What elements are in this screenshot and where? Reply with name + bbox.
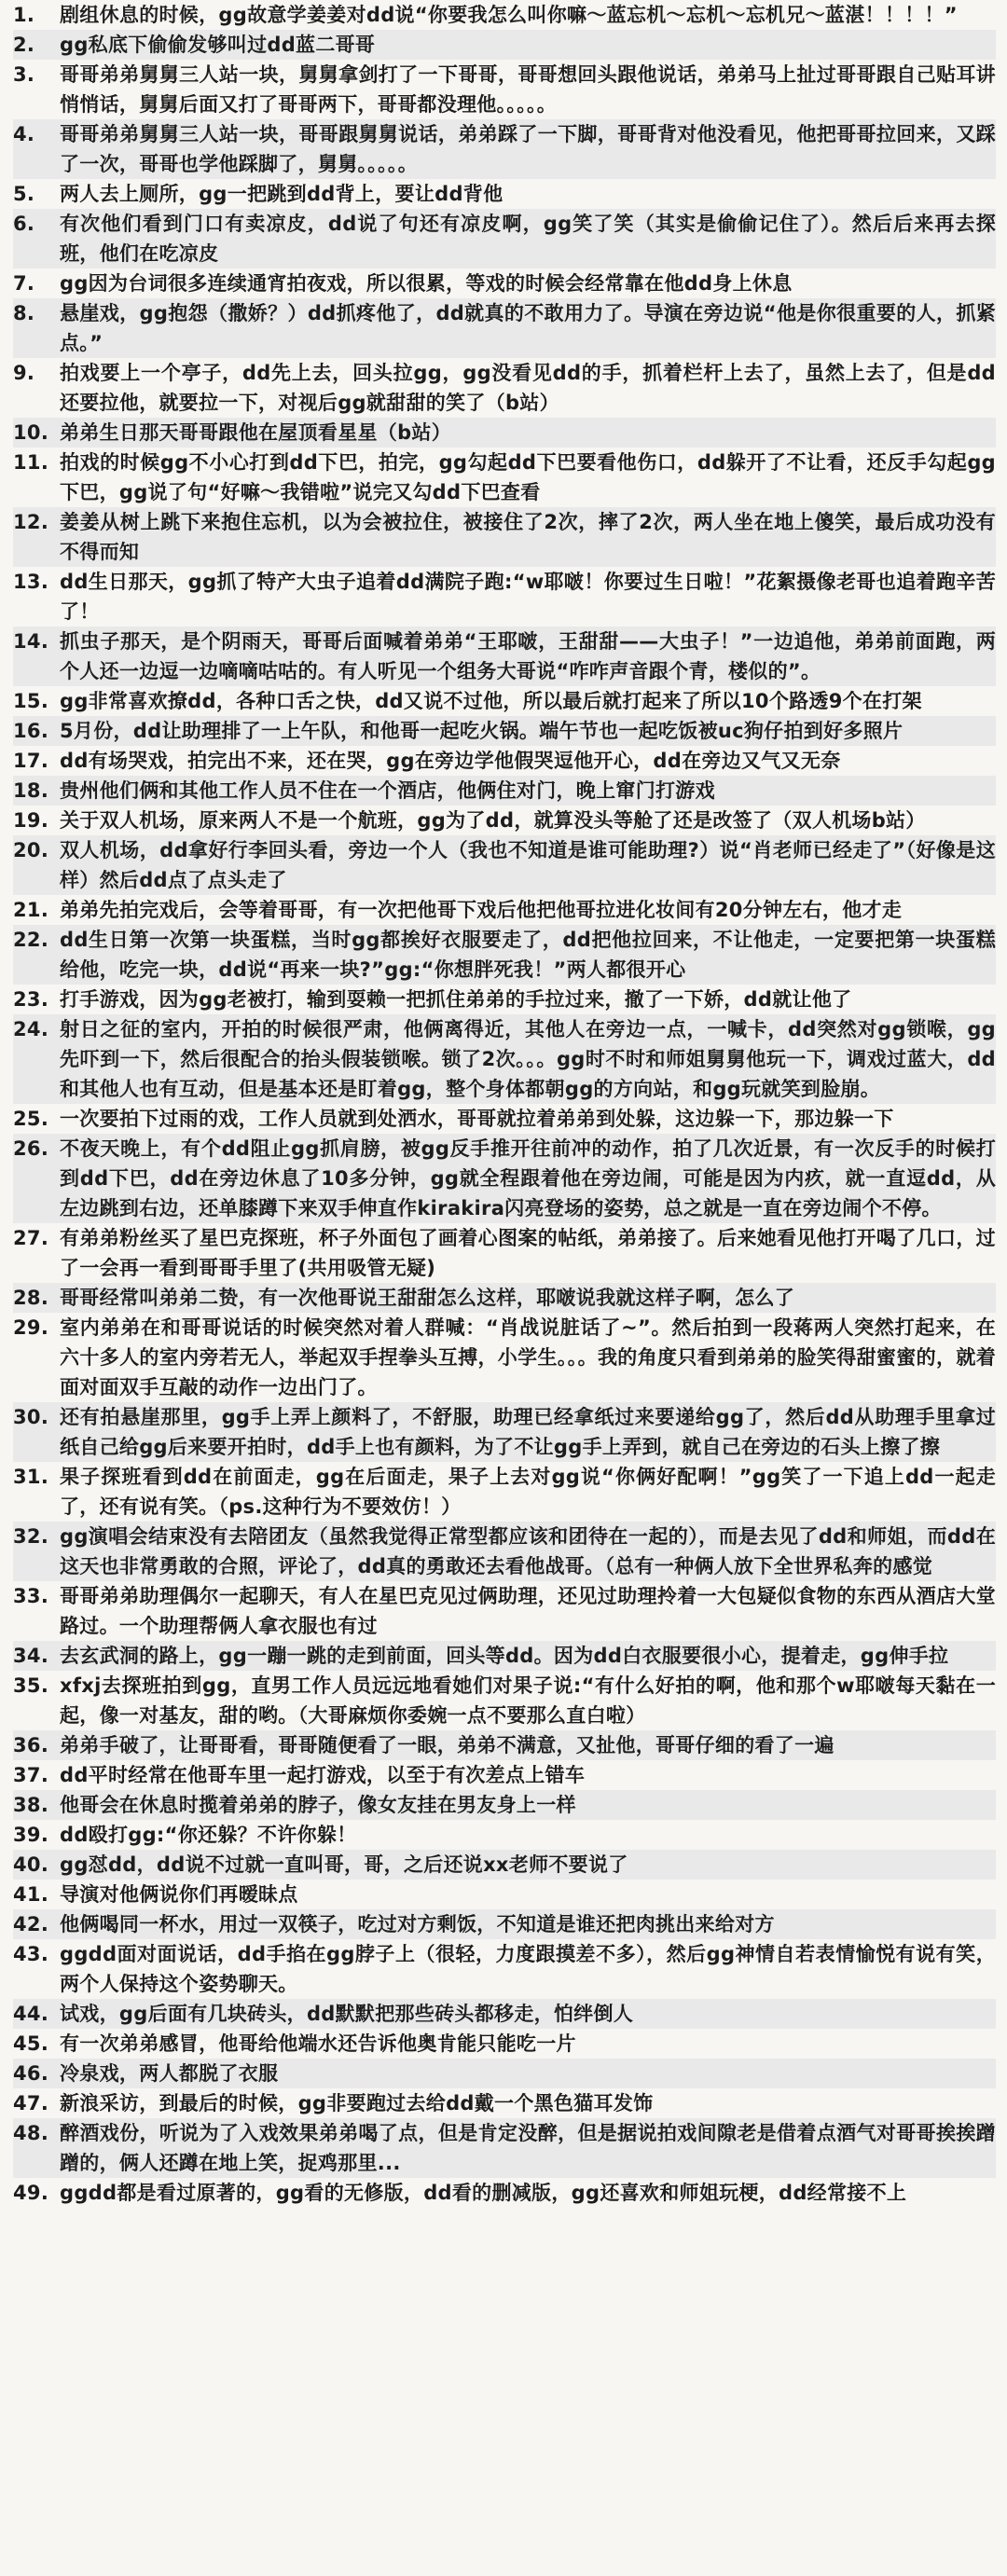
- list-item: [13, 1581, 996, 1641]
- item-text: 打手游戏，因为gg老被打，输到耍赖一把抓住弟弟的手拉过来，撤了一下娇，dd就让他了: [60, 988, 852, 1011]
- item-text: 5月份，dd让助理排了一上午队，和他哥一起吃火锅。端午节也一起吃饭被uc狗仔拍到好多照片: [60, 720, 904, 742]
- item-text: 姜姜从树上跳下来抱住忘机，以为会被拉住，被接住了2次，摔了2次，两人坐在地上傻笑，最后成功没有不得而知: [60, 511, 996, 563]
- item-number: 8.: [13, 302, 35, 324]
- item-text: gg因为台词很多连续通宵拍夜戏，所以很累，等戏的时候会经常靠在他dd身上休息: [60, 272, 793, 295]
- list-item: [13, 2059, 996, 2088]
- item-text: 弟弟先拍完戏后，会等着哥哥，有一次把他哥下戏后他把他哥拉进化妆间有20分钟左右，他才走: [60, 899, 903, 921]
- item-number: 16.: [13, 720, 49, 742]
- item-number: 25.: [13, 1108, 49, 1130]
- item-text: gg演唱会结束没有去陪团友（虽然我觉得正常型都应该和团待在一起的），而是去见了dd和师姐，而dd在这天也非常勇敢的合照，评论了，dd真的勇敢还去看他战哥。（总有一种俩人放下全世界私奔的感觉: [60, 1525, 996, 1577]
- item-number: 10.: [13, 421, 49, 444]
- list-item: [13, 507, 996, 567]
- item-text: ggdd都是看过原著的，gg看的无修版，dd看的删减版，gg还喜欢和师姐玩梗，dd经常接不上: [60, 2182, 907, 2204]
- item-number: 20.: [13, 839, 49, 861]
- list-item: [13, 2118, 996, 2178]
- list-item: [13, 179, 996, 209]
- list-item: [13, 1999, 996, 2029]
- item-text: xfxj去探班拍到gg，直男工作人员远远地看她们对果子说:“有什么好拍的啊，他和那个w耶啵每天黏在一起，像一对基友，甜的哟。（大哥麻烦你委婉一点不要那么直白啦）: [60, 1674, 996, 1727]
- item-text: 还有拍悬崖那里，gg手上弄上颜料了，不舒服，助理已经拿纸过来要递给gg了，然后dd从助理手里拿过纸自己给gg后来要开拍时，dd手上也有颜料，为了不让gg手上弄到，就自己在旁边的石头上擦了擦: [60, 1406, 996, 1458]
- list-item: [13, 1820, 996, 1850]
- list-item: [13, 746, 996, 776]
- list-item: [13, 1880, 996, 1909]
- list-item: [13, 1641, 996, 1671]
- item-number: 32.: [13, 1525, 49, 1548]
- list-item: [13, 1760, 996, 1790]
- item-text: gg非常喜欢撩dd，各种口舌之快，dd又说不过他，所以最后就打起来了所以10个路透9个在打架: [60, 690, 922, 712]
- list-item: [13, 1671, 996, 1730]
- list-item: [13, 2029, 996, 2059]
- list-item: [13, 1283, 996, 1313]
- item-text: dd生日第一次第一块蛋糕，当时gg都挨好衣服要走了，dd把他拉回来，不让他走，一定要把第一块蛋糕给他，吃完一块，dd说“再来一块?”gg:“你想胖死我！”两人都很开心: [60, 929, 996, 981]
- item-text: 一次要拍下过雨的戏，工作人员就到处洒水，哥哥就拉着弟弟到处躲，这边躲一下，那边躲一下: [60, 1108, 894, 1130]
- list-item: [13, 567, 996, 627]
- item-text: 拍戏要上一个亭子，dd先上去，回头拉gg，gg没看见dd的手，抓着栏杆上去了，虽然上去了，但是dd还要拉他，就要拉一下，对视后gg就甜甜的笑了（b站）: [60, 362, 996, 414]
- item-text: 有弟弟粉丝买了星巴克探班，杯子外面包了画着心图案的帖纸，弟弟接了。后来她看见他打开喝了几口，过了一会再一看到哥哥手里了(共用吸管无疑): [60, 1227, 996, 1279]
- list-item: [13, 1909, 996, 1939]
- list-item: [13, 776, 996, 806]
- list-item: [13, 30, 996, 60]
- list-item: [13, 1134, 996, 1223]
- list-item: [13, 269, 996, 298]
- item-number: 22.: [13, 929, 49, 951]
- item-text: 哥哥经常叫弟弟二贽，有一次他哥说王甜甜怎么这样，耶啵说我就这样子啊，怎么了: [60, 1287, 795, 1309]
- item-text: 有次他们看到门口有卖凉皮，dd说了句还有凉皮啊，gg笑了笑（其实是偷偷记住了）。然后后来再去探班，他们在吃凉皮: [60, 213, 996, 265]
- list-item: [13, 1850, 996, 1880]
- item-text: 剧组休息的时候，gg故意学姜姜对dd说“你要我怎么叫你嘛～蓝忘机～忘机～忘机兄～蓝湛！！！！”: [60, 4, 958, 26]
- item-number: 36.: [13, 1734, 49, 1756]
- list-item: [13, 925, 996, 985]
- item-number: 26.: [13, 1137, 49, 1160]
- item-text: 哥哥弟弟舅舅三人站一块，舅舅拿剑打了一下哥哥，哥哥想回头跟他说话，弟弟马上扯过哥哥跟自己贴耳讲悄悄话，舅舅后面又打了哥哥两下，哥哥都没理他。。。。。: [60, 63, 996, 116]
- item-text: 试戏，gg后面有几块砖头，dd默默把那些砖头都移走，怕绊倒人: [60, 2003, 634, 2025]
- item-number: 18.: [13, 779, 49, 802]
- list-item: [13, 448, 996, 507]
- item-number: 2.: [13, 34, 35, 56]
- item-number: 31.: [13, 1466, 49, 1488]
- item-number: 12.: [13, 511, 49, 533]
- item-text: 关于双人机场，原来两人不是一个航班，gg为了dd，就算没头等舱了还是改签了（双人机场b站）: [60, 809, 926, 832]
- item-text: 射日之征的室内，开拍的时候很严肃，他俩离得近，其他人在旁边一点，一喊卡，dd突然对gg锁喉，gg先吓到一下，然后很配合的抬头假装锁喉。锁了2次。。。gg时不时和师姐舅舅他玩一下，调戏过蓝大，dd和其他人也有互动，但是基本还是盯着gg，整个身体都朝gg的方向站，和gg玩就笑到脸崩。: [60, 1018, 996, 1100]
- item-number: 48.: [13, 2122, 49, 2144]
- item-number: 39.: [13, 1824, 49, 1846]
- item-number: 33.: [13, 1585, 49, 1607]
- item-text: 弟弟生日那天哥哥跟他在屋顶看星星（b站）: [60, 421, 452, 444]
- list-item: [13, 1313, 996, 1402]
- item-number: 23.: [13, 988, 49, 1011]
- item-number: 42.: [13, 1913, 49, 1935]
- item-number: 5.: [13, 183, 35, 205]
- item-number: 17.: [13, 750, 49, 772]
- item-text: dd平时经常在他哥车里一起打游戏，以至于有次差点上错车: [60, 1764, 586, 1786]
- item-number: 13.: [13, 571, 49, 593]
- item-text: 双人机场，dd拿好行李回头看，旁边一个人（我也不知道是谁可能助理?）说“肖老师已经走了”（好像是这样）然后dd点了点头走了: [60, 839, 996, 891]
- list-item: [13, 119, 996, 179]
- item-number: 11.: [13, 451, 49, 474]
- list-item: [13, 1223, 996, 1283]
- item-text: gg怼dd，dd说不过就一直叫哥，哥，之后还说xx老师不要说了: [60, 1853, 628, 1876]
- item-number: 28.: [13, 1287, 49, 1309]
- list-item: [13, 209, 996, 269]
- item-number: 19.: [13, 809, 49, 832]
- item-text: dd有场哭戏，拍完出不来，还在哭，gg在旁边学他假哭逗他开心，dd在旁边又气又无奈: [60, 750, 841, 772]
- list-item: [13, 60, 996, 119]
- item-number: 43.: [13, 1943, 49, 1965]
- item-number: 47.: [13, 2092, 49, 2115]
- item-number: 38.: [13, 1794, 49, 1816]
- item-text: 醉酒戏份，听说为了入戏效果弟弟喝了点，但是肯定没醉，但是据说拍戏间隙老是借着点酒气对哥哥挨挨蹭蹭的，俩人还蹲在地上笑，捉鸡那里...: [60, 2122, 996, 2174]
- item-text: 哥哥弟弟舅舅三人站一块，哥哥跟舅舅说话，弟弟踩了一下脚，哥哥背对他没看见，他把哥哥拉回来，又踩了一次，哥哥也学他踩脚了，舅舅。。。。。: [60, 123, 996, 175]
- item-number: 27.: [13, 1227, 49, 1249]
- list-item: [13, 358, 996, 418]
- item-text: 拍戏的时候gg不小心打到dd下巴，拍完，gg勾起dd下巴要看他伤口，dd躲开了不让看，还反手勾起gg下巴，gg说了句“好嘛～我错啦”说完又勾dd下巴查看: [60, 451, 996, 503]
- item-text: ggdd面对面说话，dd手掐在gg脖子上（很轻，力度跟摸差不多），然后gg神情自若表情愉悦有说有笑，两个人保持这个姿势聊天。: [60, 1943, 996, 1995]
- list-item: [13, 1939, 996, 1999]
- item-text: 导演对他俩说你们再暧昧点: [60, 1883, 298, 1906]
- list-item: [13, 1790, 996, 1820]
- list-item: [13, 2178, 996, 2208]
- item-number: 3.: [13, 63, 35, 86]
- item-text: 贵州他们俩和其他工作人员不住在一个酒店，他俩住对门，晚上窜门打游戏: [60, 779, 715, 802]
- item-number: 4.: [13, 123, 35, 145]
- item-text: 新浪采访，到最后的时候，gg非要跑过去给dd戴一个黑色猫耳发饰: [60, 2092, 654, 2115]
- item-text: dd生日那天，gg抓了特产大虫子追着dd满院子跑:“w耶啵！你要过生日啦！”花絮摄像老哥也追着跑辛苦了！: [60, 571, 996, 623]
- item-text: 去玄武洞的路上，gg一蹦一跳的走到前面，回头等dd。因为dd白衣服要很小心，提着走，gg伸手拉: [60, 1645, 949, 1667]
- list-item: [13, 716, 996, 746]
- list-item: [13, 627, 996, 686]
- item-number: 46.: [13, 2062, 49, 2085]
- item-text: 冷泉戏，两人都脱了衣服: [60, 2062, 279, 2085]
- item-text: 抓虫子那天，是个阴雨天，哥哥后面喊着弟弟“王耶啵，王甜甜——大虫子！”一边追他，弟弟前面跑，两个人还一边逗一边嘀嘀咕咕的。有人听见一个组务大哥说“咋咋声音跟个青，楼似的”。: [60, 630, 996, 682]
- item-text: gg私底下偷偷发够叫过dd蓝二哥哥: [60, 34, 376, 56]
- item-text: 室内弟弟在和哥哥说话的时候突然对着人群喊：“肖战说脏话了~”。然后拍到一段蒋两人突然打起来，在六十多人的室内旁若无人，举起双手捏拳头互搏，小学生。。。我的角度只看到弟弟的脸笑得甜蜜蜜的，就着面对面双手互敲的动作一边出门了。: [60, 1316, 996, 1398]
- item-number: 35.: [13, 1674, 49, 1697]
- item-number: 34.: [13, 1645, 49, 1667]
- item-text: 悬崖戏，gg抱怨（撒娇？）dd抓疼他了，dd就真的不敢用力了。导演在旁边说“他是你很重要的人，抓紧点。”: [60, 302, 996, 354]
- item-number: 21.: [13, 899, 49, 921]
- item-text: 弟弟手破了，让哥哥看，哥哥随便看了一眼，弟弟不满意，又扯他，哥哥仔细的看了一遍: [60, 1734, 835, 1756]
- item-number: 9.: [13, 362, 35, 384]
- item-number: 41.: [13, 1883, 49, 1906]
- item-text: 哥哥弟弟助理偶尔一起聊天，有人在星巴克见过俩助理，还见过助理拎着一大包疑似食物的东西从酒店大堂路过。一个助理帮俩人拿衣服也有过: [60, 1585, 996, 1637]
- item-number: 7.: [13, 272, 35, 295]
- item-number: 30.: [13, 1406, 49, 1428]
- item-text: dd殴打gg:“你还躲？不许你躲！: [60, 1824, 357, 1846]
- item-number: 40.: [13, 1853, 49, 1876]
- list-item: [13, 1462, 996, 1522]
- list-item: [13, 1730, 996, 1760]
- item-number: 14.: [13, 630, 49, 653]
- list-item: [13, 1104, 996, 1134]
- item-number: 37.: [13, 1764, 49, 1786]
- item-number: 1.: [13, 4, 35, 26]
- list-item: [13, 0, 996, 30]
- list-item: [13, 806, 996, 835]
- item-number: 45.: [13, 2032, 49, 2055]
- item-number: 29.: [13, 1316, 49, 1339]
- list-item: [13, 895, 996, 925]
- item-text: 有一次弟弟感冒，他哥给他端水还告诉他奥肯能只能吃一片: [60, 2032, 576, 2055]
- item-text: 他哥会在休息时揽着弟弟的脖子，像女友挂在男友身上一样: [60, 1794, 576, 1816]
- item-text: 两人去上厕所，gg一把跳到dd背上，要让dd背他: [60, 183, 504, 205]
- list-item: [13, 418, 996, 448]
- list-item: [13, 985, 996, 1014]
- item-number: 6.: [13, 213, 35, 235]
- item-text: 果子探班看到dd在前面走，gg在后面走，果子上去对gg说“你俩好配啊！”gg笑了一下追上dd一起走了，还有说有笑。（ps.这种行为不要效仿！）: [60, 1466, 996, 1518]
- list-item: [13, 1522, 996, 1581]
- item-number: 15.: [13, 690, 49, 712]
- item-text: 不夜天晚上，有个dd阻止gg抓肩膀，被gg反手推开往前冲的动作，拍了几次近景，有一次反手的时候打到dd下巴，dd在旁边休息了10多分钟，gg就全程跟着他在旁边闹，可能是因为内疚，就一直逗dd，从左边跳到右边，还单膝蹲下来双手伸直作kirakira闪亮登场的姿势，总之就是一直在旁边闹个不停。: [60, 1137, 996, 1219]
- list-item: [13, 2088, 996, 2118]
- list-item: [13, 1014, 996, 1104]
- list-item: [13, 686, 996, 716]
- item-text: 他俩喝同一杯水，用过一双筷子，吃过对方剩饭，不知道是谁还把肉挑出来给对方: [60, 1913, 775, 1935]
- list-item: [13, 835, 996, 895]
- list-item: [13, 1402, 996, 1462]
- note-list: [13, 0, 996, 2208]
- item-number: 44.: [13, 2003, 49, 2025]
- item-number: 49.: [13, 2182, 49, 2204]
- item-number: 24.: [13, 1018, 49, 1040]
- list-item: [13, 298, 996, 358]
